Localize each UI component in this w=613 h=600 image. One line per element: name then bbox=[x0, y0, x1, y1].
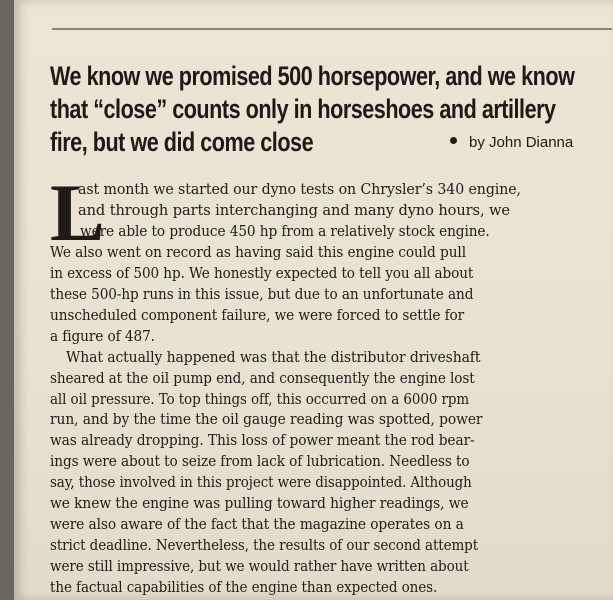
top-rule bbox=[52, 28, 612, 30]
body-line: all oil pressure. To top things off, this occurred on a 6000 rpm bbox=[50, 389, 470, 408]
body-line: ings were about to seize from lack of lubrication. Needless to bbox=[50, 452, 470, 471]
body-line: in excess of 500 hp. We honestly expected to tell you all about bbox=[50, 263, 474, 282]
headline-line: that “close” counts only in horseshoes and artillery bbox=[50, 94, 556, 124]
body-line: run, and by the time the oil gauge reading was spotted, power bbox=[50, 410, 483, 429]
body-line: strict deadline. Nevertheless, the results of our second attempt bbox=[50, 536, 479, 555]
body-line: ast month we started our dyno tests on Chrysler’s 340 engine, bbox=[78, 180, 521, 198]
bullet-icon bbox=[450, 137, 457, 144]
body-line: and through parts interchanging and many dyno hours, we bbox=[78, 200, 510, 219]
body-line: We also went on record as having said this engine could pull bbox=[50, 242, 467, 261]
drop-cap: L bbox=[50, 167, 105, 258]
body-line: unscheduled component failure, we were forced to settle for bbox=[50, 305, 465, 324]
magazine-page bbox=[14, 0, 613, 600]
headline-line: We know we promised 500 horsepower, and we know bbox=[50, 61, 575, 91]
body-line: sheared at the oil pump end, and consequently the engine lost bbox=[50, 368, 475, 387]
body-line: What actually happened was that the distributor driveshaft bbox=[66, 347, 481, 366]
body-line: we knew the engine was pulling toward higher readings, we bbox=[50, 494, 469, 513]
body-line: were still impressive, but we would rather have written about bbox=[50, 557, 469, 576]
body-line: was already dropping. This loss of power meant the rod bear- bbox=[50, 431, 475, 450]
body-line: a figure of 487. bbox=[50, 326, 155, 345]
body-line: these 500-hp runs in this issue, but due to an unfortunate and bbox=[50, 284, 474, 303]
headline-line: fire, but we did come close bbox=[50, 127, 314, 157]
body-line: the factual capabilities of the engine than expected ones. bbox=[50, 578, 438, 596]
byline bbox=[450, 134, 573, 151]
body-line: say, those involved in this project were disappointed. Although bbox=[50, 473, 472, 492]
body-line: were able to produce 450 hp from a relatively stock engine. bbox=[80, 221, 490, 240]
byline-text: by John Dianna bbox=[469, 134, 574, 151]
body-line: were also aware of the fact that the magazine operates on a bbox=[50, 515, 464, 534]
